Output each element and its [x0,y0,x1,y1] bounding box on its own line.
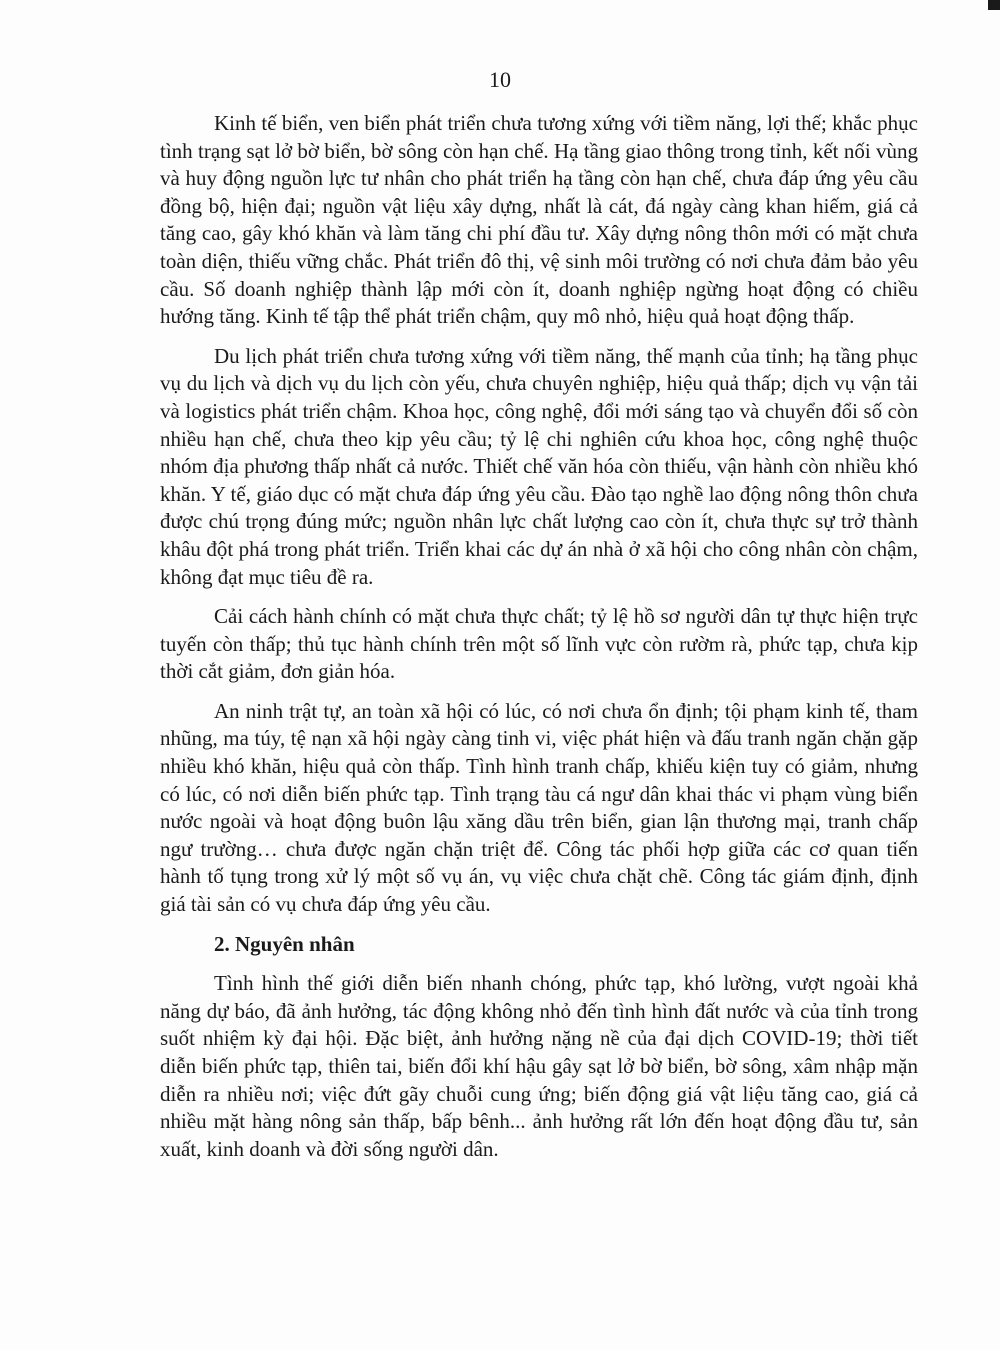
scan-corner-mark [988,0,1000,10]
section-heading: 2. Nguyên nhân [214,931,355,956]
paragraph-security-order: An ninh trật tự, an toàn xã hội có lúc, có nơi chưa ổn định; tội phạm kinh tế, tham nhũng, ma túy, tệ nạn xã hội ngày càng tinh vi, việc phát hiện và đấu tranh ngăn chặn gặp nhiều khó khăn, hiệu quả còn thấp. Tình hình tranh chấp, khiếu kiện tuy có giảm, nhưng có lúc, có nơi diễn biến phức tạp. Tình trạng tàu cá ngư dân khai thác vi phạm vùng biển nước ngoài và hoạt động buôn lậu xăng dầu trên biển, gian lận thương mại, tranh chấp ngư trường… chưa được ngăn chặn triệt để. Công tác phối hợp giữa các cơ quan tiến hành tố tụng trong xử lý một số vụ án, vụ việc chưa chặt chẽ. Công tác giám định, định giá tài sản có vụ chưa đáp ứng yêu cầu. [160,698,918,917]
paragraph-tourism: Du lịch phát triển chưa tương xứng với tiềm năng, thế mạnh của tỉnh; hạ tầng phục vụ du lịch và dịch vụ du lịch còn yếu, chưa chuyên nghiệp, hiệu quả thấp; dịch vụ vận tải và logistics phát triển chậm. Khoa học, công nghệ, đổi mới sáng tạo và chuyển đổi số còn nhiều hạn chế, chưa theo kịp yêu cầu; tỷ lệ chi nghiên cứu khoa học, công nghệ thuộc nhóm địa phương thấp nhất cả nước. Thiết chế văn hóa còn thiếu, vận hành còn nhiều khó khăn. Y tế, giáo dục có mặt chưa đáp ứng yêu cầu. Đào tạo nghề lao động nông thôn chưa được chú trọng đúng mức; nguồn nhân lực chất lượng cao còn ít, chưa thực sự trở thành khâu đột phá trong phát triển. Triển khai các dự án nhà ở xã hội cho công nhân còn chậm, không đạt mục tiêu đề ra. [160,343,918,589]
document-body [160,110,918,1175]
page-number: 10 [489,67,511,92]
paragraph-administrative-reform: Cải cách hành chính có mặt chưa thực chất; tỷ lệ hồ sơ người dân tự thực hiện trực tuyến còn thấp; thủ tục hành chính trên một số lĩnh vực còn rườm rà, phức tạp, chưa kịp thời cắt giảm, đơn giản hóa. [160,604,918,684]
paragraph-causes: Tình hình thế giới diễn biến nhanh chóng, phức tạp, khó lường, vượt ngoài khả năng dự báo, đã ảnh hưởng, tác động không nhỏ đến tình hình đất nước và của tỉnh trong suốt nhiệm kỳ đại hội. Đặc biệt, ảnh hưởng nặng nề của đại dịch COVID-19; thời tiết diễn biến phức tạp, thiên tai, biến đổi khí hậu gây sạt lở bờ biển, bờ sông, xâm nhập mặn diễn ra nhiều nơi; việc đứt gãy chuỗi cung ứng; biến động giá vật liệu tăng cao, giá cả nhiều mặt hàng nông sản thấp, bấp bênh... ảnh hưởng rất lớn đến hoạt động đầu tư, sản xuất, kinh doanh và đời sống người dân. [160,971,918,1161]
paragraph-marine-economy: Kinh tế biển, ven biển phát triển chưa tương xứng với tiềm năng, lợi thế; khắc phục tình trạng sạt lở bờ biển, bờ sông còn hạn chế. Hạ tầng giao thông trong tỉnh, kết nối vùng và huy động nguồn lực tư nhân cho phát triển hạ tầng còn hạn chế, chưa đáp ứng yêu cầu đồng bộ, hiện đại; nguồn vật liệu xây dựng, nhất là cát, đá ngày càng khan hiếm, giá cả tăng cao, gây khó khăn và làm tăng chi phí đầu tư. Xây dựng nông thôn mới có mặt chưa toàn diện, thiếu vững chắc. Phát triển đô thị, vệ sinh môi trường có nơi chưa đảm bảo yêu cầu. Số doanh nghiệp thành lập mới còn ít, doanh nghiệp ngừng hoạt động có chiều hướng tăng. Kinh tế tập thể phát triển chậm, quy mô nhỏ, hiệu quả hoạt động thấp. [160,111,918,329]
